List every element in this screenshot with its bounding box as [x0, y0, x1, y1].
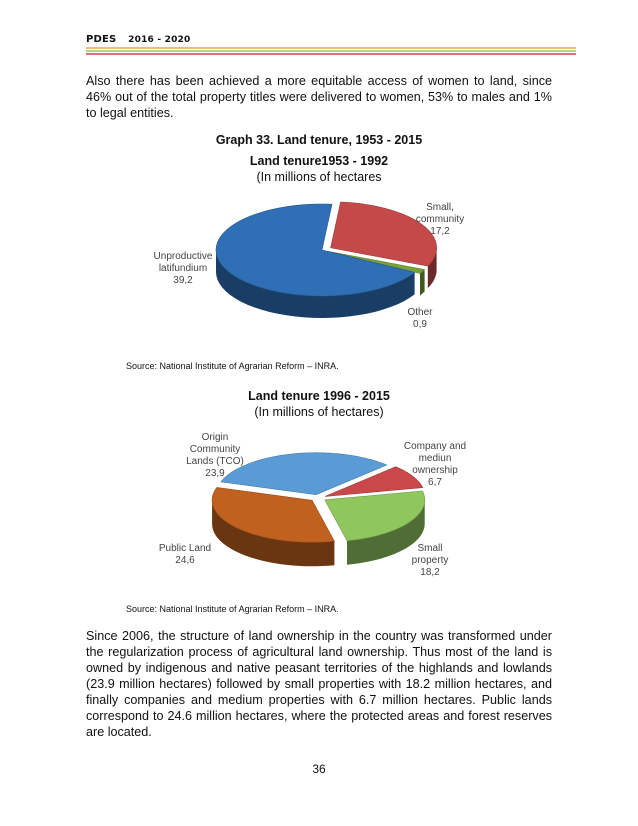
label-line: Public Land — [158, 543, 212, 554]
chart1-title: Land tenure1953 - 1992 — [249, 154, 389, 168]
chart2-source: Source: National Institute of Agrarian Reform – INRA. — [126, 604, 339, 614]
label-line: 18,2 — [420, 567, 440, 578]
chart2-label-public-land — [140, 543, 230, 567]
chart1-subtitle: (In millions of hectares — [256, 170, 382, 184]
header-stripes — [86, 47, 576, 56]
page-number: 36 — [312, 762, 326, 776]
chart1-label-small-community — [400, 202, 480, 238]
header-stripe — [86, 50, 576, 52]
label-line: ownership — [412, 465, 458, 476]
chart2-subtitle: (In millions of hectares) — [254, 405, 384, 419]
label-line: community — [415, 214, 465, 225]
label-line: Small, — [426, 202, 454, 213]
label-line: 23,9 — [205, 468, 225, 479]
label-line: 24,6 — [175, 555, 195, 566]
pie-chart-1996-2015 — [0, 440, 638, 600]
header-stripe — [86, 53, 576, 55]
chart2-title: Land tenure 1996 - 2015 — [248, 389, 390, 403]
label-line: Lands (TCO) — [186, 456, 244, 467]
document-header — [86, 34, 190, 45]
label-line: 39,2 — [173, 275, 193, 286]
pie-chart-1953-1992 — [0, 190, 638, 350]
label-line: 17,2 — [430, 226, 450, 237]
header-years: 2016 - 2020 — [128, 35, 191, 45]
label-line: mediun — [418, 453, 452, 464]
graph-title: Graph 33. Land tenure, 1953 - 2015 — [215, 133, 423, 147]
label-line: Origin — [201, 432, 229, 443]
label-line: Unproductive — [153, 251, 213, 262]
intro-paragraph: Also there has been achieved a more equitable access of women to land, since 46% out of the total property titles were delivered to women, 53% to males and 1% to legal entities. — [86, 74, 552, 120]
label-line: 6,7 — [428, 477, 442, 488]
chart1-label-unproductive — [128, 251, 238, 287]
chart2-label-company — [392, 441, 478, 489]
label-line: Small — [417, 543, 443, 554]
header-stripe — [86, 47, 576, 49]
chart2-label-small-property — [400, 543, 460, 579]
chart1-label-other — [395, 307, 445, 331]
chart1-source: Source: National Institute of Agrarian Reform – INRA. — [126, 361, 339, 371]
chart1-heading — [0, 153, 638, 185]
label-line: Other — [407, 307, 433, 318]
chart2-label-tco — [170, 432, 260, 480]
label-line: Company and — [403, 441, 467, 452]
chart2-heading — [0, 388, 638, 420]
label-line: Community — [189, 444, 241, 455]
closing-paragraph: Since 2006, the structure of land ownership in the country was transformed under the regularization process of agricultural land ownership. Thus most of the land is owned by indigenous and native peasant territories of the highlands and lowlands (23.9 million hectares) followed by small properties with 18.2 million hectares, and finally companies and medium properties with 6.7 million hectares. Public lands correspond to 24.6 million hectares, where the protected areas and forest reserves are located. — [86, 629, 552, 739]
label-line: latifundium — [158, 263, 208, 274]
label-line: property — [411, 555, 449, 566]
label-line: 0,9 — [413, 319, 427, 330]
header-title: PDES — [86, 34, 117, 45]
